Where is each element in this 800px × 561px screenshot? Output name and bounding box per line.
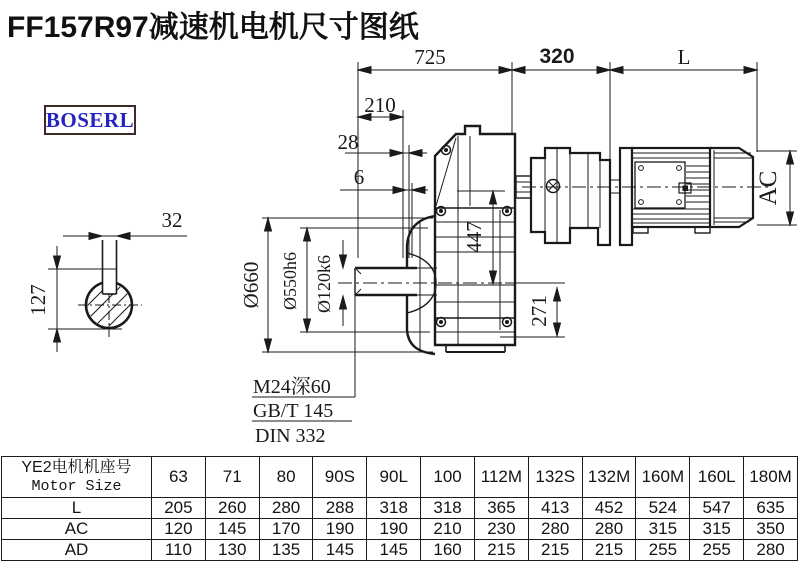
table-value: 130	[205, 540, 259, 561]
table-column-header: 100	[421, 457, 475, 498]
note-din: DIN 332	[255, 425, 326, 447]
dim-320-label: 320	[539, 45, 575, 68]
table-value: 170	[259, 519, 313, 540]
table-value: 635	[744, 498, 798, 519]
note-thread: M24深60	[253, 376, 331, 398]
table-value: 255	[690, 540, 744, 561]
table-value: 280	[259, 498, 313, 519]
table-row	[2, 540, 798, 561]
table-value: 145	[313, 540, 367, 561]
dia-660-label: Ø660	[239, 261, 263, 309]
table-column-header: 180M	[744, 457, 798, 498]
dim-6-label: 6	[353, 165, 365, 189]
table-value: 120	[152, 519, 206, 540]
table-value: 205	[152, 498, 206, 519]
dim-AC-label: AC	[755, 170, 782, 206]
table-value: 365	[474, 498, 528, 519]
row-label: AD	[2, 540, 152, 561]
note-gb: GB/T 145	[253, 400, 334, 422]
dim-127-label: 127	[26, 284, 50, 316]
table-value: 215	[582, 540, 636, 561]
adapter-housing	[516, 148, 620, 245]
table-header-motor-size: YE2电机机座号 Motor Size	[2, 457, 152, 498]
table-row	[2, 498, 798, 519]
table-value: 318	[367, 498, 421, 519]
dim-28-label: 28	[337, 130, 359, 154]
table-value: 413	[528, 498, 582, 519]
table-value: 135	[259, 540, 313, 561]
dim-32-label: 32	[161, 208, 183, 232]
row-label: AC	[2, 519, 152, 540]
table-column-header: 80	[259, 457, 313, 498]
table-value: 160	[421, 540, 475, 561]
dia-550-label: Ø550h6	[280, 252, 300, 310]
table-value: 255	[636, 540, 690, 561]
table-value: 190	[367, 519, 421, 540]
page-title: FF157R97减速机电机尺寸图纸	[7, 11, 419, 44]
table-value: 110	[152, 540, 206, 561]
table-column-header: 112M	[474, 457, 528, 498]
table-value: 547	[690, 498, 744, 519]
table-value: 280	[528, 519, 582, 540]
table-column-header: 90L	[367, 457, 421, 498]
table-value: 190	[313, 519, 367, 540]
table-column-header: 63	[152, 457, 206, 498]
table-value: 315	[690, 519, 744, 540]
table-value: 318	[421, 498, 475, 519]
table-value: 215	[474, 540, 528, 561]
table-value: 280	[582, 519, 636, 540]
table-column-header: 160M	[636, 457, 690, 498]
table-value: 215	[528, 540, 582, 561]
table-column-header: 90S	[313, 457, 367, 498]
size-table-body	[2, 457, 798, 561]
table-value: 524	[636, 498, 690, 519]
table-value: 230	[474, 519, 528, 540]
table-value: 315	[636, 519, 690, 540]
table-value: 260	[205, 498, 259, 519]
table-value: 145	[205, 519, 259, 540]
size-table	[1, 456, 798, 561]
dim-210-label: 210	[364, 93, 396, 117]
table-value: 280	[744, 540, 798, 561]
table-column-header: 132S	[528, 457, 582, 498]
dia-120-label: Ø120k6	[314, 255, 334, 313]
left-view-shaft-section	[48, 233, 187, 374]
dim-271-label: 271	[527, 295, 551, 327]
table-value: 350	[744, 519, 798, 540]
dim-447-label: 447	[462, 221, 486, 253]
dim-725-label: 725	[414, 45, 446, 69]
table-column-header: 132M	[582, 457, 636, 498]
table-value: 145	[367, 540, 421, 561]
logo-text: BOSERL	[45, 107, 135, 132]
table-column-header: 71	[205, 457, 259, 498]
table-value: 288	[313, 498, 367, 519]
table-value: 452	[582, 498, 636, 519]
table-value: 210	[421, 519, 475, 540]
table-row	[2, 519, 798, 540]
dim-L-label: L	[677, 45, 691, 69]
row-label: L	[2, 498, 152, 519]
table-column-header: 160L	[690, 457, 744, 498]
